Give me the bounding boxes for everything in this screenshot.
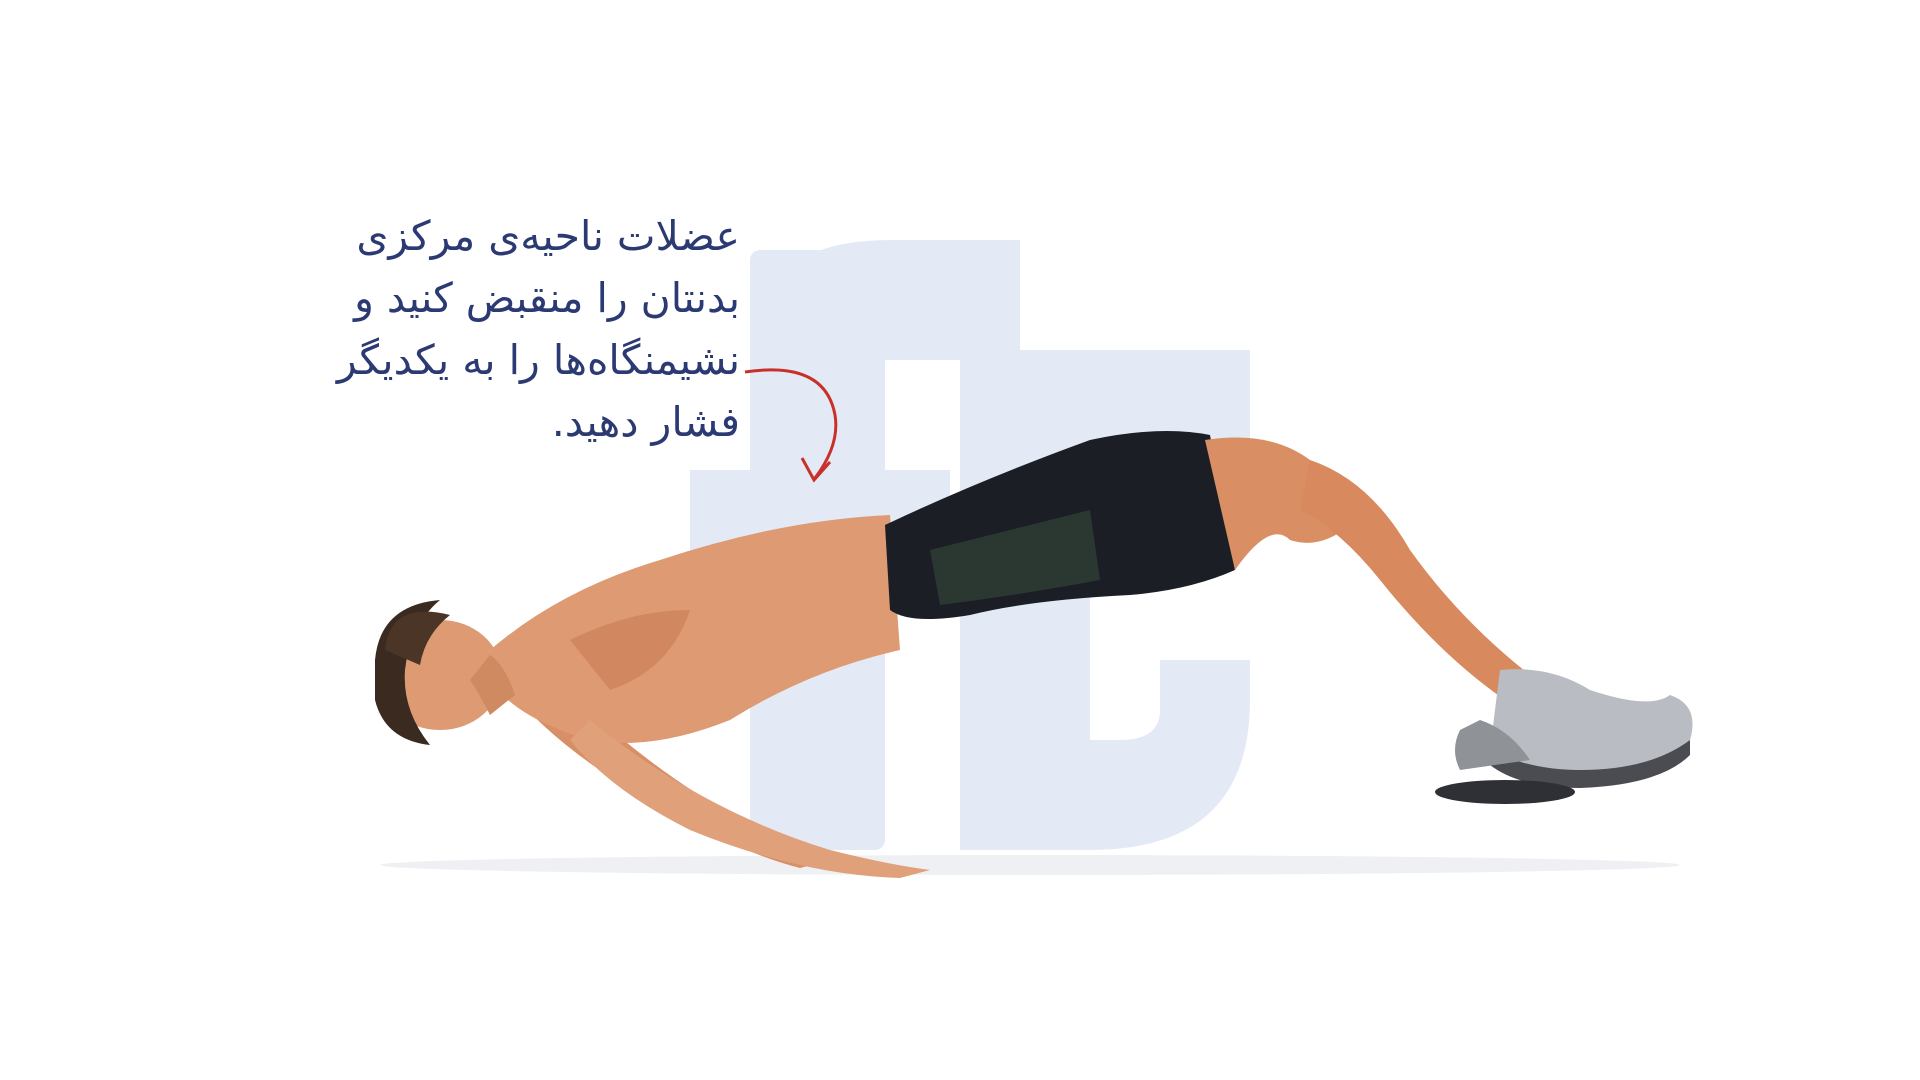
caption-line-2: بدنتان را منقبض کنید و <box>354 274 740 322</box>
caption-line-3: نشیمنگاه‌ها را به یکدیگر <box>336 336 740 384</box>
exercise-instruction-text <box>240 205 740 453</box>
glute-bridge-exercise-figure <box>330 420 1760 880</box>
caption-line-1: عضلات ناحیه‌ی مرکزی <box>356 212 740 260</box>
caption-line-4: فشار دهید. <box>551 398 740 446</box>
